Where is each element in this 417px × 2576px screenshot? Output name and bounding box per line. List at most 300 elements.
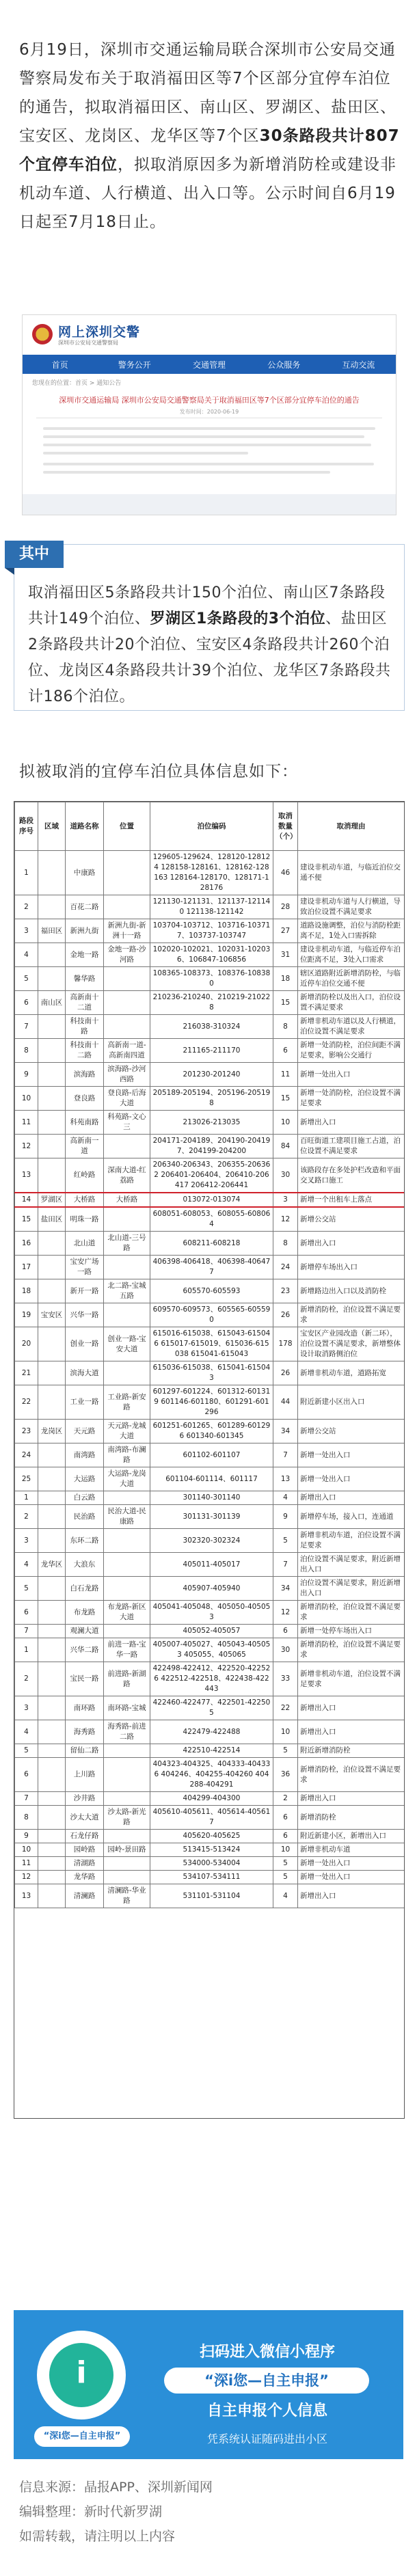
table-cell-pos — [104, 1491, 150, 1505]
table-row — [15, 1884, 405, 1908]
notice-webpage-screenshot — [22, 314, 396, 515]
promo-line-4: 凭系统认证随码进出小区 — [206, 2432, 327, 2445]
table-cell-d — [38, 1638, 66, 1662]
table-cell-reason: 新增公交站 — [298, 1207, 405, 1232]
table-cell-cnt: 30 — [273, 1158, 298, 1193]
table-cell-code: 302320-302324 — [150, 1529, 273, 1553]
table-row — [15, 1158, 405, 1193]
table-cell-pos — [104, 1830, 150, 1843]
table-cell-d — [38, 967, 66, 991]
table-cell-n: 6 — [15, 991, 38, 1015]
table-cell-pos: 高新南一道-高新南四道 — [104, 1039, 150, 1063]
parking-table-wrapper — [14, 801, 405, 2119]
table-cell-code: 422498-422412、422520-422526 422512-422518、422438-422443 — [150, 1662, 273, 1696]
table-cell-road: 新洲九街 — [66, 919, 104, 943]
table-cell-cnt: 6 — [273, 1625, 298, 1638]
table-cell-reason: 新增消防栓以及出入口，泊位设置不满足要求 — [298, 991, 405, 1015]
table-cell-n: 7 — [15, 1625, 38, 1638]
table-cell-code: 404323-404325、404333-404336 404246、404255-404260 404288-404291 — [150, 1758, 273, 1792]
table-cell-n: 4 — [15, 943, 38, 967]
table-cell-d — [38, 1884, 66, 1908]
table-cell-cnt: 24 — [273, 1256, 298, 1279]
table-cell-n: 4 — [15, 1553, 38, 1577]
table-cell-n: 11 — [15, 1857, 38, 1871]
table-lead: 拟被取消的宜停车泊位具体信息如下： — [19, 763, 298, 781]
table-cell-code: 601104-601114、601117 — [150, 1467, 273, 1491]
table-cell-d — [38, 1327, 66, 1361]
table-row — [15, 991, 405, 1015]
table-cell-reason: 新增出入口 — [298, 1720, 405, 1744]
table-cell-cnt: 2 — [273, 1792, 298, 1806]
table-cell-road: 石龙仔路 — [66, 1830, 104, 1843]
table-cell-code: 405610-405611、405614-405617 — [150, 1806, 273, 1830]
table-cell-reason: 新增一处消防栓，泊位间距不满足要求，影响公交通行 — [298, 1039, 405, 1063]
table-cell-reason: 新增一处出入口 — [298, 1443, 405, 1467]
table-cell-d: 龙华区 — [38, 1553, 66, 1577]
table-cell-d — [38, 1491, 66, 1505]
table-cell-cnt: 26 — [273, 1303, 298, 1327]
table-cell-n: 8 — [15, 1806, 38, 1830]
table-cell-n: 18 — [15, 1279, 38, 1303]
promo-slogan: “深i您—自主申报” — [34, 2426, 130, 2447]
table-cell-n: 7 — [15, 1015, 38, 1039]
table-cell-cnt: 31 — [273, 943, 298, 967]
table-cell-reason: 建设非机动车道与人行横道，导致泊位设置不满足要求 — [298, 895, 405, 919]
table-cell-code: 601102-601107 — [150, 1443, 273, 1467]
table-row — [15, 1553, 405, 1577]
table-row — [15, 1720, 405, 1744]
table-cell-code: 204171-204189、204190-204197、204199-204200 — [150, 1135, 273, 1158]
table-cell-road: 科技南十路 — [66, 1015, 104, 1039]
paragraph-line — [43, 435, 364, 438]
table-cell-road: 观澜大道 — [66, 1625, 104, 1638]
table-cell-code: 608051-608053、608055-608064 — [150, 1207, 273, 1232]
table-cell-reason: 附近新增消防栓 — [298, 1744, 405, 1758]
site-name: 网上深圳交警 — [58, 325, 141, 340]
table-cell-cnt: 15 — [273, 1087, 298, 1111]
table-row — [15, 1111, 405, 1135]
table-cell-n: 1 — [15, 1638, 38, 1662]
table-cell-cnt: 34 — [273, 1577, 298, 1601]
table-cell-road: 百花二路 — [66, 895, 104, 919]
table-cell-cnt: 8 — [273, 1232, 298, 1256]
table-cell-reason: 新增一处出入口 — [298, 1857, 405, 1871]
table-cell-n: 1 — [15, 851, 38, 895]
table-cell-pos — [104, 1857, 150, 1871]
header-cell: 泊位编码 — [150, 802, 273, 851]
table-row — [15, 1601, 405, 1625]
table-cell-cnt: 12 — [273, 1207, 298, 1232]
table-cell-cnt: 23 — [273, 1279, 298, 1303]
table-cell-reason: 新增消防栓，泊位设置不满足要求 — [298, 1638, 405, 1662]
table-cell-road: 大浪东 — [66, 1553, 104, 1577]
notice-meta: 发布时间：2020-06-19 — [179, 409, 239, 415]
table-cell-road: 金地一路 — [66, 943, 104, 967]
table-cell-code: 405907-405940 — [150, 1577, 273, 1601]
table-cell-d — [38, 1529, 66, 1553]
table-cell-n: 12 — [15, 1135, 38, 1158]
table-row — [15, 1792, 405, 1806]
table-cell-road: 兴华二路 — [66, 1638, 104, 1662]
table-cell-reason: 新增消防栓，泊位设置不满足要求 — [298, 1758, 405, 1792]
table-cell-cnt: 10 — [273, 1111, 298, 1135]
table-cell-pos: 深南大道-红荔路 — [104, 1158, 150, 1193]
table-cell-cnt: 178 — [273, 1327, 298, 1361]
nav-item[interactable]: 警务公开 — [118, 360, 151, 370]
table-cell-pos — [104, 1792, 150, 1806]
table-cell-reason: 新增出入口 — [298, 1232, 405, 1256]
table-cell-cnt: 12 — [273, 1601, 298, 1625]
table-cell-road: 兴华一路 — [66, 1303, 104, 1327]
table-cell-code: 301140-301140 — [150, 1491, 273, 1505]
table-cell-d — [38, 1806, 66, 1830]
table-cell-pos: 北山道-三号路 — [104, 1232, 150, 1256]
paragraph-line — [43, 471, 330, 474]
table-cell-d — [38, 1720, 66, 1744]
table-cell-reason: 新增出入口 — [298, 1884, 405, 1908]
table-cell-reason: 新增消防栓，泊位设置不满足要求 — [298, 1303, 405, 1327]
table-cell-d — [38, 1758, 66, 1792]
table-cell-code: 513415-513424 — [150, 1843, 273, 1857]
table-row — [15, 1843, 405, 1857]
site-nav — [23, 355, 396, 374]
table-cell-n: 20 — [15, 1327, 38, 1361]
table-cell-n: 2 — [15, 1662, 38, 1696]
table-cell-reason: 新增一处停车场出入口 — [298, 1625, 405, 1638]
table-cell-n: 25 — [15, 1467, 38, 1491]
table-cell-pos: 园岭-景田路 — [104, 1843, 150, 1857]
table-cell-n: 3 — [15, 1529, 38, 1553]
table-row — [15, 1327, 405, 1361]
nav-item[interactable]: 公众服务 — [267, 360, 301, 370]
table-row — [15, 1443, 405, 1467]
table-cell-d — [38, 943, 66, 967]
table-cell-d — [38, 1792, 66, 1806]
table-cell-code: 608211-608218 — [150, 1232, 273, 1256]
table-cell-code: 210236-210240、210219-210228 — [150, 991, 273, 1015]
table-cell-n: 2 — [15, 1505, 38, 1529]
table-row — [15, 919, 405, 943]
table-cell-pos: 科苑路-文心三 — [104, 1111, 150, 1135]
table-cell-code: 108365-108373、108376-108380 — [150, 967, 273, 991]
table-cell-d — [38, 1857, 66, 1871]
table-cell-reason: 建设非机动车道，与临近泊位交通不便 — [298, 851, 405, 895]
table-cell-n: 5 — [15, 1577, 38, 1601]
table-cell-road: 民治路 — [66, 1505, 104, 1529]
nav-item[interactable]: 互动交流 — [342, 360, 375, 370]
promo-line-3: 自主申报个人信息 — [206, 2402, 327, 2419]
table-cell-cnt: 6 — [273, 1806, 298, 1830]
table-cell-d — [38, 895, 66, 919]
table-cell-road: 天元路 — [66, 1420, 104, 1443]
table-row — [15, 1467, 405, 1491]
table-cell-code: 103704-103712、103716-103717、103737-103747 — [150, 919, 273, 943]
table-row — [15, 1385, 405, 1420]
summary-callout — [14, 544, 405, 711]
table-cell-cnt: 6 — [273, 1830, 298, 1843]
table-cell-n: 8 — [15, 1039, 38, 1063]
table-cell-cnt: 30 — [273, 1638, 298, 1662]
table-cell-d — [38, 1744, 66, 1758]
table-cell-n: 22 — [15, 1385, 38, 1420]
table-cell-cnt: 11 — [273, 1063, 298, 1087]
table-cell-d — [38, 1111, 66, 1135]
table-row — [15, 851, 405, 895]
paragraph-line — [43, 452, 248, 455]
table-cell-cnt: 34 — [273, 1420, 298, 1443]
table-row — [15, 895, 405, 919]
table-cell-d — [38, 1577, 66, 1601]
table-cell-road: 科技南十二路 — [66, 1039, 104, 1063]
callout-text-1: 取消福田区5条路段共计150个泊位、南山区7条路段共计149个泊位、 — [28, 584, 386, 627]
nav-item[interactable]: 首页 — [51, 360, 68, 370]
table-cell-cnt: 10 — [273, 1720, 298, 1744]
table-cell-d — [38, 1361, 66, 1385]
table-cell-d — [38, 1696, 66, 1720]
table-cell-code: 205189-205194、205196-205198 — [150, 1087, 273, 1111]
table-row — [15, 1039, 405, 1063]
parking-removal-table — [14, 802, 405, 1908]
table-cell-cnt: 44 — [273, 1385, 298, 1420]
table-cell-code: 102020-102021、102031-102036、106847-106856 — [150, 943, 273, 967]
table-row — [15, 967, 405, 991]
table-cell-code: 406398-406418、406398-406477 — [150, 1256, 273, 1279]
table-cell-reason: 新增非机动车道以及人行横道，泊位设置不满足要求 — [298, 1015, 405, 1039]
table-row — [15, 1806, 405, 1830]
table-cell-code: 422479-422488 — [150, 1720, 273, 1744]
table-cell-cnt: 84 — [273, 1135, 298, 1158]
table-cell-pos — [104, 1758, 150, 1792]
table-cell-code: 213026-213035 — [150, 1111, 273, 1135]
table-cell-d — [38, 1830, 66, 1843]
table-cell-road: 海秀路 — [66, 1720, 104, 1744]
table-cell-road: 高新南一道 — [66, 1135, 104, 1158]
site-footer — [23, 494, 396, 515]
table-cell-pos — [104, 1744, 150, 1758]
table-cell-n: 17 — [15, 1256, 38, 1279]
table-cell-reason: 泊位设置不满足要求，附近新增出入口 — [298, 1577, 405, 1601]
table-cell-road: 园岭路 — [66, 1843, 104, 1857]
table-cell-n: 6 — [15, 1601, 38, 1625]
intro-text-bold: 30条路段共计807个宜停车泊位 — [19, 127, 400, 174]
table-cell-pos — [104, 1135, 150, 1158]
table-cell-road: 滨海路 — [66, 1063, 104, 1087]
table-cell-reason: 辖区道路附近新增消防栓，与临近停车泊位交通不便 — [298, 967, 405, 991]
table-cell-n: 21 — [15, 1361, 38, 1385]
table-cell-pos: 工业路-新安路 — [104, 1385, 150, 1420]
table-cell-n: 7 — [15, 1792, 38, 1806]
table-cell-d — [38, 1843, 66, 1857]
table-cell-n: 3 — [15, 1696, 38, 1720]
breadcrumb: 您现在的位置：首页 > 通知公告 — [32, 380, 122, 387]
table-cell-pos — [104, 967, 150, 991]
table-row — [15, 1529, 405, 1553]
police-emblem-icon — [32, 324, 53, 344]
table-cell-pos — [104, 1256, 150, 1279]
table-row — [15, 1361, 405, 1385]
table-cell-d: 罗湖区 — [38, 1193, 66, 1207]
table-cell-d — [38, 1467, 66, 1491]
table-cell-n: 15 — [15, 1207, 38, 1232]
table-cell-road: 留仙二路 — [66, 1744, 104, 1758]
table-cell-cnt: 9 — [273, 1505, 298, 1529]
table-cell-pos: 金地一路-沙河路 — [104, 943, 150, 967]
table-cell-n: 9 — [15, 1830, 38, 1843]
table-cell-reason: 新增停车场出入口 — [298, 1256, 405, 1279]
table-cell-pos: 前进一路-宝华一路 — [104, 1638, 150, 1662]
table-cell-d — [38, 1385, 66, 1420]
table-cell-d — [38, 1135, 66, 1158]
table-cell-reason: 新增消防栓，泊位设置不满足要求 — [298, 1601, 405, 1625]
table-cell-cnt: 36 — [273, 1758, 298, 1792]
callout-text-2: 、盐田区2条路段共计20个泊位、宝安区4条路段共计260个泊位、龙岗区4条路段共计39个泊位、龙华区7条路段共计186个泊位。 — [28, 610, 391, 705]
table-cell-cnt: 5 — [273, 1744, 298, 1758]
mini-program-promo-banner[interactable] — [14, 2310, 403, 2459]
table-cell-pos — [104, 1553, 150, 1577]
table-cell-code: 201230-201240 — [150, 1063, 273, 1087]
table-row — [15, 1279, 405, 1303]
header-cell: 取消数量（个） — [273, 802, 298, 851]
table-cell-code: 405007-405027、405043-405053 405055、405065 — [150, 1638, 273, 1662]
table-cell-road: 东环二路 — [66, 1529, 104, 1553]
table-cell-reason: 新增一处出入口 — [298, 1871, 405, 1884]
table-cell-cnt: 5 — [273, 1529, 298, 1553]
table-cell-n: 24 — [15, 1443, 38, 1467]
header-cell: 道路名称 — [66, 802, 104, 851]
intro-paragraph — [19, 36, 402, 236]
table-cell-d — [38, 1158, 66, 1193]
table-cell-road: 创业一路 — [66, 1327, 104, 1361]
table-cell-cnt: 5 — [273, 1871, 298, 1884]
table-cell-code: 206340-206343、206355-206362 206401-206404、206410-206417 206412-206441 — [150, 1158, 273, 1193]
table-cell-reason: 新增消防栓 — [298, 1806, 405, 1830]
table-row — [15, 1871, 405, 1884]
table-cell-code: 609570-609573、605565-605590 — [150, 1303, 273, 1327]
table-cell-pos — [104, 1871, 150, 1884]
table-cell-road: 南湾路 — [66, 1443, 104, 1467]
notice-title: 深圳市交通运输局 深圳市公安局交通警察局关于取消福田区等7个区部分宜停车泊位的通告 — [59, 396, 360, 405]
table-row — [15, 1505, 405, 1529]
table-cell-cnt: 15 — [273, 991, 298, 1015]
table-cell-cnt: 4 — [273, 1884, 298, 1908]
table-cell-reason: 新增出入口 — [298, 1792, 405, 1806]
table-cell-code: 405620-405625 — [150, 1830, 273, 1843]
table-cell-reason: 新增路边出入口以及消防栓 — [298, 1279, 405, 1303]
table-cell-reason: 新增一处出入口 — [298, 1063, 405, 1087]
table-cell-pos — [104, 1207, 150, 1232]
table-cell-d: 龙岗区 — [38, 1420, 66, 1443]
table-cell-n: 2 — [15, 895, 38, 919]
table-cell-road: 白云路 — [66, 1491, 104, 1505]
table-cell-reason: 新增公交站 — [298, 1420, 405, 1443]
table-cell-cnt: 6 — [273, 1039, 298, 1063]
table-cell-d — [38, 1039, 66, 1063]
source-line: 信息来源：晶报APP、深圳新闻网 — [19, 2480, 213, 2495]
table-cell-code: 216038-310324 — [150, 1015, 273, 1039]
site-subtitle: 深圳市公安局交通警察局 — [58, 340, 118, 346]
table-cell-cnt: 10 — [273, 1843, 298, 1857]
table-cell-d: 南山区 — [38, 991, 66, 1015]
table-row — [15, 943, 405, 967]
table-cell-road: 沙井路 — [66, 1792, 104, 1806]
table-cell-code: 405052-405057 — [150, 1625, 273, 1638]
reprint-line: 如需转载，请注明以上内容 — [19, 2529, 176, 2544]
table-cell-pos — [104, 1361, 150, 1385]
table-row — [15, 1303, 405, 1327]
table-cell-reason: 新增停车场，接入口，连通道 — [298, 1505, 405, 1529]
table-cell-cnt: 26 — [273, 1361, 298, 1385]
table-cell-reason: 泊位设置不满足要求，附近新增出入口 — [298, 1553, 405, 1577]
table-row — [15, 1491, 405, 1505]
table-cell-road: 滨海大道 — [66, 1361, 104, 1385]
table-cell-code: 422460-422477、422501-422505 — [150, 1696, 273, 1720]
header-cell: 区域 — [38, 802, 66, 851]
table-cell-cnt: 8 — [273, 1015, 298, 1039]
table-cell-reason: 百旺街道工建项目施工占道，泊位设置不满足要求 — [298, 1135, 405, 1158]
table-cell-pos — [104, 991, 150, 1015]
table-row — [15, 1135, 405, 1158]
intro-text-1: 6月19日，深圳市交通运输局联合深圳市公安局交通警察局发布关于取消福田区等7个区部分宜停车泊位的通告，拟取消福田区、南山区、罗湖区、盐田区、宝安区、龙岗区、龙华区等7个区 — [19, 41, 396, 145]
table-cell-code: 531101-531104 — [150, 1884, 273, 1908]
table-cell-n: 14 — [15, 1193, 38, 1207]
site-header — [23, 315, 396, 355]
table-cell-cnt: 13 — [273, 1467, 298, 1491]
table-cell-road: 登良路 — [66, 1087, 104, 1111]
table-cell-road: 工业一路 — [66, 1385, 104, 1420]
table-cell-n: 3 — [15, 919, 38, 943]
table-cell-reason: 该路段存在多处护栏改造和平面交叉路口施工 — [298, 1158, 405, 1193]
table-cell-cnt: 5 — [273, 1857, 298, 1871]
table-cell-road: 沙太大道 — [66, 1806, 104, 1830]
table-row — [15, 1744, 405, 1758]
table-cell-road: 高新南十二道 — [66, 991, 104, 1015]
table-cell-d — [38, 1256, 66, 1279]
callout-text-bold: 罗湖区1条路段的3个泊位 — [150, 610, 326, 627]
table-cell-reason: 新增非机动车道 — [298, 1843, 405, 1857]
header-cell: 路段序号 — [15, 802, 38, 851]
table-cell-d: 福田区 — [38, 919, 66, 943]
table-cell-code: 211165-211170 — [150, 1039, 273, 1063]
table-cell-reason: 新增出入口 — [298, 1491, 405, 1505]
table-cell-road: 新开一路 — [66, 1279, 104, 1303]
table-cell-road: 宝安广场一路 — [66, 1256, 104, 1279]
table-cell-pos: 民治大道-民康路 — [104, 1505, 150, 1529]
table-cell-code: 534107-534111 — [150, 1871, 273, 1884]
table-cell-code: 121130-121131、121137-121140 121138-121142 — [150, 895, 273, 919]
table-cell-code: 615036-615038、615041-615043 — [150, 1361, 273, 1385]
header-cell: 取消理由 — [298, 802, 405, 851]
table-cell-road: 大运路 — [66, 1467, 104, 1491]
table-cell-pos: 大运路-龙岗大道 — [104, 1467, 150, 1491]
table-cell-cnt: 4 — [273, 1491, 298, 1505]
table-cell-reason: 新增出入口 — [298, 1696, 405, 1720]
table-cell-n: 4 — [15, 1720, 38, 1744]
table-cell-n: 11 — [15, 1111, 38, 1135]
table-cell-cnt: 18 — [273, 967, 298, 991]
table-cell-cnt: 7 — [273, 1443, 298, 1467]
nav-item[interactable]: 交通管理 — [193, 360, 226, 370]
table-row — [15, 1696, 405, 1720]
table-row — [15, 1256, 405, 1279]
table-cell-reason: 附近新建小区出入口 — [298, 1385, 405, 1420]
table-cell-pos: 登良路-后海大道 — [104, 1087, 150, 1111]
table-cell-code: 013072-013074 — [150, 1193, 273, 1207]
table-cell-road: 清澜路 — [66, 1884, 104, 1908]
table-cell-code: 422510-422514 — [150, 1744, 273, 1758]
table-cell-d — [38, 1625, 66, 1638]
table-cell-road: 上川路 — [66, 1758, 104, 1792]
table-cell-n: 13 — [15, 1158, 38, 1193]
